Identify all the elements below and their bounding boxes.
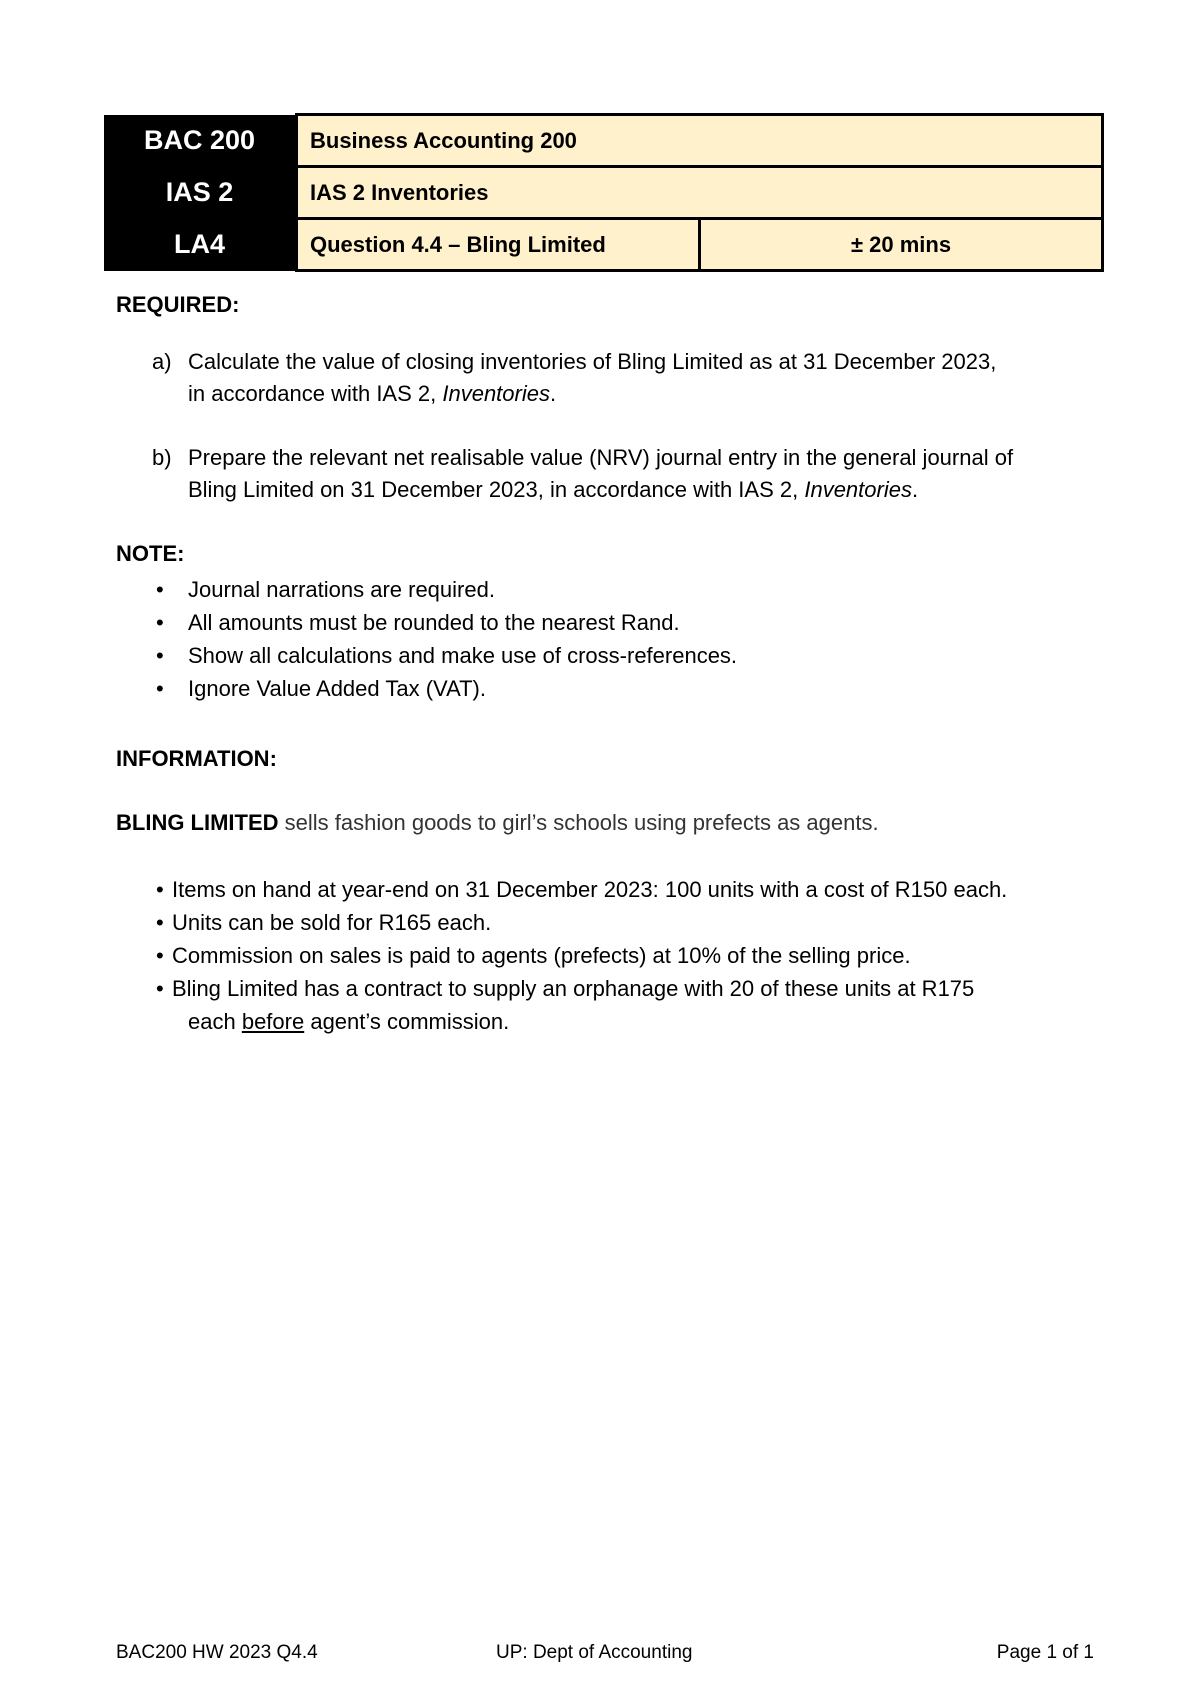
activity-code: LA4 [104,219,297,271]
bullet-icon: • [156,943,164,968]
list-item [156,972,1096,1038]
required-item-b [152,442,1100,506]
required-item-line: Prepare the relevant net realisable value (NRV) journal entry in the general journal of [188,445,1014,470]
required-item-line: Calculate the value of closing inventories of Bling Limited as at 31 December 2023, [188,349,997,374]
list-item [156,939,1096,972]
note-item-text: Ignore Value Added Tax (VAT). [188,676,486,701]
information-intro [116,810,879,836]
info-item-text: Bling Limited has a contract to supply an orphanage with 20 of these units at R175 [172,976,975,1001]
required-item-italic: Inventories [804,477,912,502]
list-item [152,606,1100,639]
footer-left: BAC200 HW 2023 Q4.4 [116,1642,318,1663]
standard-code: IAS 2 [104,167,297,219]
bullet-icon: • [156,610,164,635]
note-item-text: All amounts must be rounded to the nearest Rand. [188,610,680,635]
bullet-icon: • [156,643,164,668]
header-row-question [104,219,1103,271]
required-item-text: . [549,381,557,406]
required-item-text: in accordance with IAS 2, [188,381,443,406]
required-item-text: Bling Limited on 31 December 2023, in accordance with IAS 2, [188,477,805,502]
footer-center: UP: Dept of Accounting [496,1642,693,1663]
header-row-course [104,115,1103,167]
list-item [156,873,1096,906]
info-item-text: Items on hand at year-end on 31 December 2023: 100 units with a cost of R150 each. [172,877,1008,902]
information-list [156,873,1096,1038]
course-title: Business Accounting 200 [297,115,1103,167]
page-number: Page 1 of 1 [996,1642,1094,1663]
note-item-text: Journal narrations are required. [188,577,495,602]
required-item-italic: Inventories [442,381,550,406]
info-item-continuation [188,1005,1096,1038]
note-item-text: Show all calculations and make use of cross-references. [188,643,738,668]
info-item-text: agent’s commission. [304,1009,510,1034]
required-item-text: . [911,477,919,502]
time-allocation: ± 20 mins [700,219,1103,271]
info-item-text: Commission on sales is paid to agents (prefects) at 10% of the selling price. [172,943,911,968]
bullet-icon: • [156,577,164,602]
info-item-text: Units can be sold for R165 each. [172,910,492,935]
list-item [152,639,1100,672]
required-item-line [188,474,1100,506]
footer-right [997,1642,1094,1664]
required-item-label: b) [152,445,172,470]
information-heading: INFORMATION: [116,746,277,771]
question-title: Question 4.4 – Bling Limited [297,219,700,271]
course-code: BAC 200 [104,115,297,167]
bullet-icon: • [156,976,164,1001]
bullet-icon: • [156,676,164,701]
list-item [152,672,1100,705]
note-list [152,573,1100,705]
header-table [104,113,1104,272]
intro-text: sells fashion goods to girl’s schools using prefects as agents. [278,810,879,835]
required-item-a [152,346,1100,410]
bullet-icon: • [156,877,164,902]
header-row-standard [104,167,1103,219]
required-heading: REQUIRED: [116,292,240,317]
required-item-label: a) [152,349,172,374]
company-name: BLING LIMITED [116,810,279,835]
info-item-text: each [188,1009,242,1034]
standard-title: IAS 2 Inventories [297,167,1103,219]
note-heading: NOTE: [116,541,185,566]
list-item [152,573,1100,606]
required-item-line [188,378,1100,410]
bullet-icon: • [156,910,164,935]
underlined-word: before [241,1009,305,1034]
list-item [156,906,1096,939]
